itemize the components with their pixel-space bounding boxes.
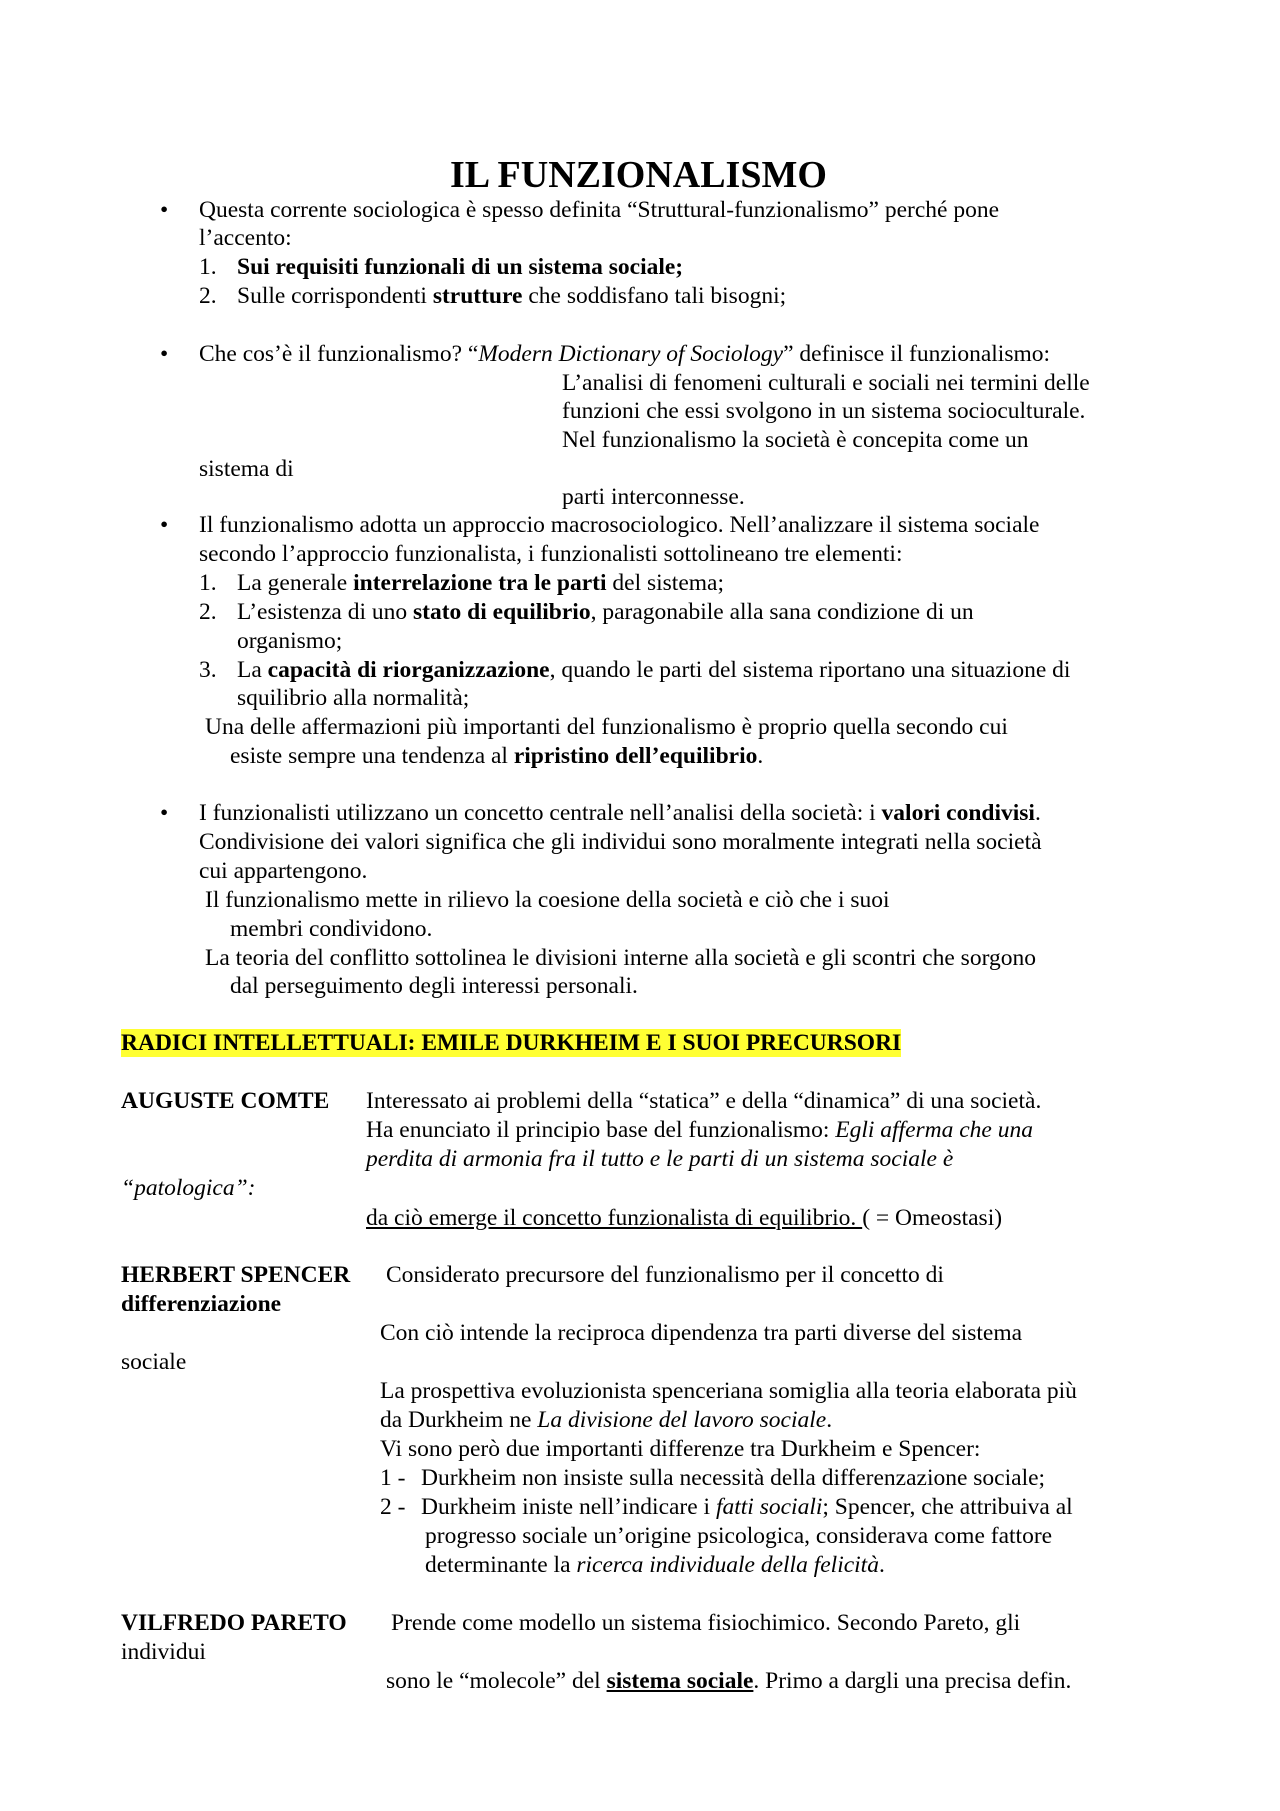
list-item-continuation: organismo; <box>237 628 343 654</box>
definition-line: parti interconnesse. <box>562 484 745 510</box>
author-description: “patologica”: <box>121 1175 256 1201</box>
paragraph-line: cui appartengono. <box>199 858 368 884</box>
author-description: sociale <box>121 1349 187 1375</box>
list-number: 2. <box>199 283 217 309</box>
text-run: La <box>237 657 268 683</box>
author-description: Con ciò intende la reciproca dipendenza tra parti diverse del sistema <box>380 1320 1023 1346</box>
list-item-continuation <box>425 1551 885 1579</box>
author-description: individui <box>121 1639 206 1665</box>
author-description: Considerato precursore del funzionalismo per il concetto di <box>386 1262 944 1288</box>
bold-text: stato di equilibrio <box>413 599 591 625</box>
text-run: ” definisce il funzionalismo: <box>783 341 1051 367</box>
text-run: Durkheim iniste nell’indicare i <box>421 1494 716 1520</box>
paragraph-line: secondo l’approccio funzionalista, i funzionalisti sottolineano tre elementi: <box>199 541 903 567</box>
author-description: differenziazione <box>121 1291 282 1317</box>
author-description: perdita di armonia fra il tutto e le parti di un sistema sociale è <box>366 1146 954 1172</box>
list-item-continuation: squilibrio alla normalità; <box>237 685 470 711</box>
note-line: Una delle affermazioni più importanti del funzionalismo è proprio quella secondo cui <box>205 714 1008 740</box>
author-name: HERBERT SPENCER <box>121 1262 351 1288</box>
section-heading: RADICI INTELLETTUALI: EMILE DURKHEIM E I SUOI PRECURSORI <box>121 1030 902 1056</box>
author-description: La prospettiva evoluzionista spenceriana somiglia alla teoria elaborata più <box>380 1378 1077 1404</box>
list-number: 1. <box>199 254 217 280</box>
note-line: dal perseguimento degli interessi personali. <box>230 973 638 999</box>
text-run: . <box>757 743 764 769</box>
text-run: , quando le parti del sistema riportano una situazione di <box>549 657 1071 683</box>
paragraph-line: Il funzionalismo adotta un approccio macrosociologico. Nell’analizzare il sistema sociale <box>199 512 1040 538</box>
list-item <box>237 656 1070 684</box>
list-item <box>421 1493 1073 1521</box>
text-run: da Durkheim ne <box>380 1407 538 1433</box>
note-line <box>230 742 763 770</box>
definition-line: L’analisi di fenomeni culturali e sociali nei termini delle <box>562 370 1090 396</box>
text-run: . <box>826 1407 833 1433</box>
list-item: Sui requisiti funzionali di un sistema sociale; <box>237 254 684 280</box>
author-name: AUGUSTE COMTE <box>121 1088 330 1114</box>
list-number: 3. <box>199 657 217 683</box>
list-item <box>237 598 974 626</box>
bold-underlined-text: sistema sociale <box>606 1668 754 1694</box>
text-run: . <box>878 1552 885 1578</box>
text-run: ( = Omeostasi) <box>862 1205 1003 1231</box>
list-item-continuation: progresso sociale un’origine psicologica, considerava come fattore <box>425 1523 1053 1549</box>
paragraph-line <box>199 340 1050 368</box>
list-number: 2. <box>199 599 217 625</box>
text-run: determinante la <box>425 1552 577 1578</box>
bullet: • <box>160 197 169 223</box>
bullet: • <box>160 341 169 367</box>
text-run: sono le “molecole” del <box>386 1668 607 1694</box>
bold-text: ripristino dell’equilibrio <box>513 743 758 769</box>
author-description: Interessato ai problemi della “statica” e della “dinamica” di una società. <box>366 1088 1042 1114</box>
paragraph-line: Condivisione dei valori significa che gli individui sono moralmente integrati nella società <box>199 829 1042 855</box>
author-description <box>366 1204 1002 1232</box>
list-number: 2 - <box>380 1494 406 1520</box>
text-run: Ha enunciato il principio base del funzionalismo: <box>366 1117 836 1143</box>
author-name: VILFREDO PARETO <box>121 1610 347 1636</box>
italic-text: La divisione del lavoro sociale <box>537 1407 827 1433</box>
text-run: , paragonabile alla sana condizione di un <box>590 599 974 625</box>
list-number: 1 - <box>380 1465 406 1491</box>
paragraph-line <box>199 799 1041 827</box>
text-run: La generale <box>237 570 354 596</box>
note-line: membri condividono. <box>230 916 433 942</box>
note-line: La teoria del conflitto sottolinea le divisioni interne alla società e gli scontri che sorgono <box>205 945 1036 971</box>
list-item: Durkheim non insiste sulla necessità della differenzazione sociale; <box>421 1465 1046 1491</box>
page-title: IL FUNZIONALISMO <box>450 154 827 196</box>
bold-text: valori condivisi <box>881 800 1035 826</box>
underlined-text: da ciò emerge il concetto funzionalista di equilibrio. <box>366 1205 863 1231</box>
list-item <box>237 569 724 597</box>
note-line: Il funzionalismo mette in rilievo la coesione della società e ciò che i suoi <box>205 887 890 913</box>
italic-text: Egli afferma che una <box>835 1117 1033 1143</box>
bullet: • <box>160 512 169 538</box>
author-description <box>380 1406 832 1434</box>
list-item <box>237 282 786 310</box>
text-run: . <box>1034 800 1041 826</box>
author-description <box>386 1667 1071 1695</box>
paragraph-line: Questa corrente sociologica è spesso definita “Struttural-funzionalismo” perché pone <box>199 197 1000 223</box>
bold-text: interrelazione tra le parti <box>353 570 607 596</box>
text-run: . Primo a dargli una precisa defin. <box>753 1668 1072 1694</box>
text-run: ; Spencer, che attribuiva al <box>822 1494 1073 1520</box>
bold-text: capacità di riorganizzazione <box>267 657 550 683</box>
definition-line: Nel funzionalismo la società è concepita come un <box>562 427 1029 453</box>
paragraph-line: l’accento: <box>199 225 292 251</box>
italic-text: fatti sociali <box>715 1494 823 1520</box>
text-run: Sulle corrispondenti <box>237 283 433 309</box>
text-run: esiste sempre una tendenza al <box>230 743 514 769</box>
italic-text: Modern Dictionary of Sociology <box>478 341 784 367</box>
author-description: Prende come modello un sistema fisiochimico. Secondo Pareto, gli <box>391 1610 1021 1636</box>
text-run: del sistema; <box>606 570 725 596</box>
definition-line: sistema di <box>199 456 294 482</box>
author-description: Vi sono però due importanti differenze tra Durkheim e Spencer: <box>380 1436 981 1462</box>
text-run: che soddisfano tali bisogni; <box>522 283 787 309</box>
italic-text: ricerca individuale della felicità <box>576 1552 879 1578</box>
list-number: 1. <box>199 570 217 596</box>
text-run: L’esistenza di uno <box>237 599 413 625</box>
bold-text: strutture <box>432 283 523 309</box>
text-run: Che cos’è il funzionalismo? “ <box>199 341 479 367</box>
definition-line: funzioni che essi svolgono in un sistema socioculturale. <box>562 398 1086 424</box>
author-description <box>366 1116 1033 1144</box>
text-run: I funzionalisti utilizzano un concetto centrale nell’analisi della società: i <box>199 800 882 826</box>
bullet: • <box>160 800 169 826</box>
